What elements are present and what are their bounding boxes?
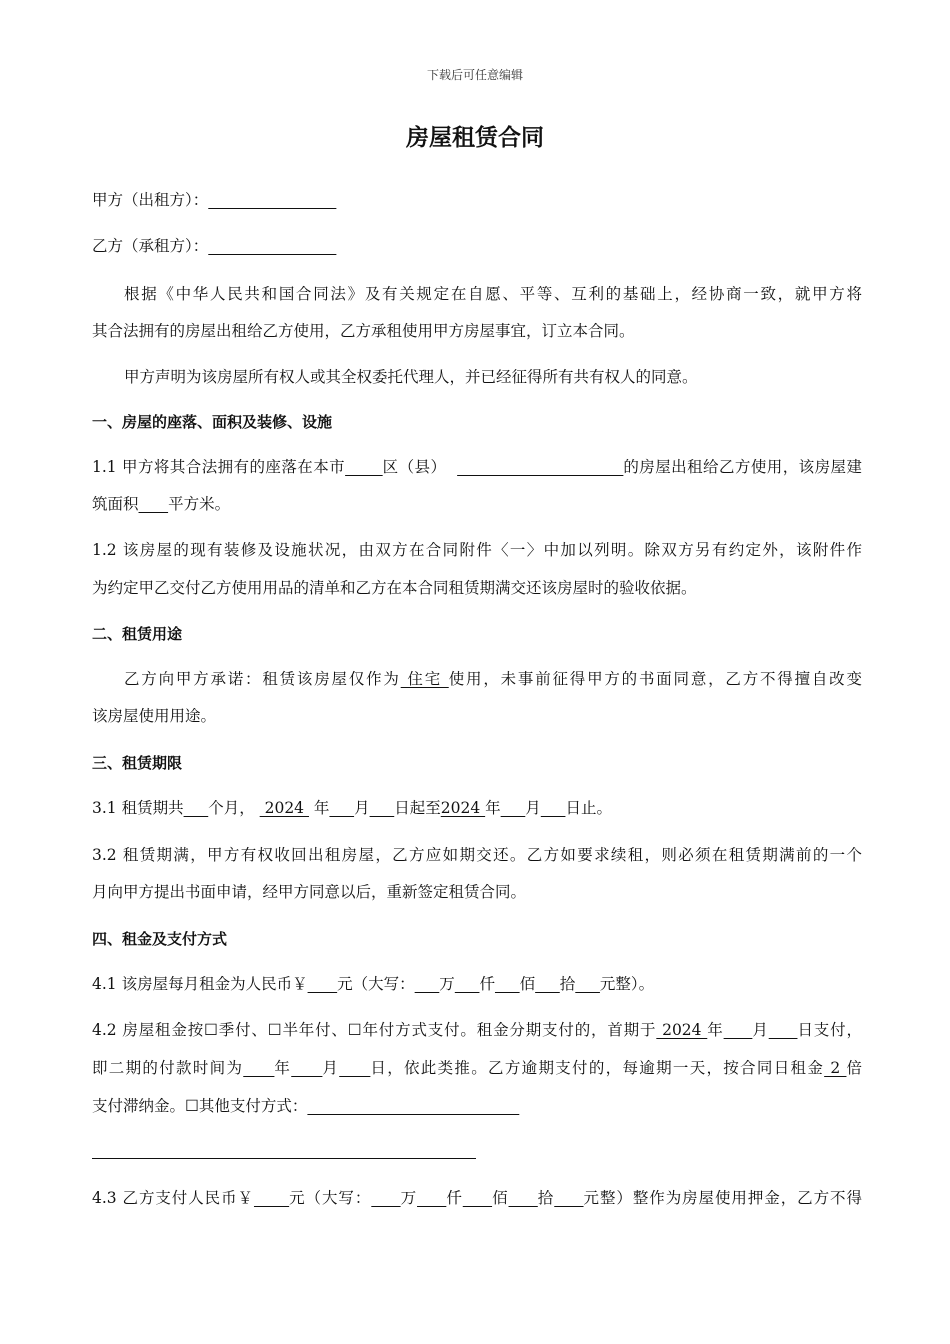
second-payment-month-blank [291, 1059, 322, 1077]
clause-4-1 [92, 974, 862, 994]
clause-4-1-text-b: 元（大写： [337, 975, 415, 993]
clause-4-1-text-a: 4.1 该房屋每月租金为人民币￥ [92, 975, 308, 993]
rent-qian-blank [455, 975, 480, 993]
clause-3-1-text-b: 个月， [208, 799, 255, 817]
party-b-blank [208, 237, 336, 255]
clause-3-1-text-g: 月 [525, 799, 541, 817]
start-month-blank [329, 799, 354, 817]
rent-amount-blank [308, 975, 338, 993]
clause-3-2-line-1: 3.2 租赁期满，甲方有权收回出租房屋，乙方应如期交还。乙方如要求续租，则必须在租赁期满前的一个 [92, 846, 862, 864]
clause-4-2-text-c: 月 [752, 1021, 769, 1039]
clause-3-1-text-h: 日止。 [565, 799, 612, 817]
first-payment-month-blank [724, 1021, 753, 1039]
owner-declaration: 甲方声明为该房屋所有权人或其全权委托代理人，并已经征得所有共有权人的同意。 [124, 368, 698, 386]
document-title: 房屋租赁合同 [406, 125, 544, 151]
use-clause-line-2: 该房屋使用用途。 [92, 707, 217, 725]
start-day-blank [370, 799, 395, 817]
clause-1-1-line-1 [92, 457, 862, 477]
clause-4-2-text-f: 年 [274, 1059, 292, 1077]
clause-4-2-line-1 [92, 1020, 862, 1040]
party-b-line [92, 236, 862, 256]
clause-4-2-text-a: 4.2 房屋租金按☐季付、☐半年付、☐年付方式支付。租金分期支付的，首期于 [92, 1021, 657, 1039]
start-year: 2024 [259, 799, 309, 817]
clause-1-1-text-c: 的房屋出租给乙方使用，该房屋建 [623, 458, 862, 476]
clause-4-3-text-c: 万 [400, 1189, 418, 1207]
clause-4-3-text-a: 4.3 乙方支付人民币￥ [92, 1189, 254, 1207]
deposit-shi-blank [509, 1189, 538, 1207]
use-clause-line-1 [92, 669, 862, 689]
preamble-line-2: 其合法拥有的房屋出租给乙方使用，乙方承租使用甲方房屋事宜，订立本合同。 [92, 322, 635, 340]
clause-4-3-text-d: 仟 [446, 1189, 463, 1207]
use-type-value: 住宅 [400, 670, 449, 688]
clause-4-3-text-f: 拾 [537, 1189, 555, 1207]
first-payment-day-blank [769, 1021, 798, 1039]
clause-1-2-line-2: 为约定甲乙交付乙方使用用品的清单和乙方在本合同租赁期满交还该房屋时的验收依据。 [92, 579, 697, 597]
use-clause-text-a: 乙方向甲方承诺：租赁该房屋仅作为 [124, 670, 401, 688]
other-payment-continuation-line [92, 1158, 476, 1159]
second-payment-year-blank [243, 1059, 274, 1077]
party-b-label: 乙方（承租方）： [92, 237, 209, 255]
deposit-wan-blank [371, 1189, 400, 1207]
clause-4-3-text-b: 元（大写： [289, 1189, 372, 1207]
second-payment-day-blank [339, 1059, 370, 1077]
end-year: 2024 [440, 799, 486, 817]
deposit-yuan-blank [554, 1189, 583, 1207]
section-1-heading: 一、房屋的座落、面积及装修、设施 [92, 413, 333, 431]
clause-4-2-text-b: 年 [707, 1021, 724, 1039]
section-3-heading: 三、租赁期限 [92, 754, 183, 772]
clause-1-1-text-d: 筑面积 [92, 495, 139, 513]
rent-bai-blank [495, 975, 520, 993]
clause-4-2-text-e: 即二期的付款时间为 [92, 1059, 244, 1077]
clause-4-2-text-h: 日，依此类推。乙方逾期支付的，每逾期一天，按合同日租金 [370, 1059, 825, 1077]
clause-4-2-line-3 [92, 1096, 862, 1116]
clause-4-2-text-i: 倍 [846, 1059, 862, 1077]
section-4-heading: 四、租金及支付方式 [92, 930, 228, 948]
use-clause-text-b: 使用，未事前征得甲方的书面同意，乙方不得擅自改变 [448, 670, 862, 688]
clause-1-1-text-a: 1.1 甲方将其合法拥有的座落在本市 [92, 458, 346, 476]
deposit-qian-blank [417, 1189, 446, 1207]
clause-1-1-text-b: 区（县） [382, 458, 447, 476]
clause-4-1-text-c: 万 [439, 975, 455, 993]
clause-3-1 [92, 798, 862, 818]
clause-4-1-text-d: 仟 [479, 975, 495, 993]
clause-3-1-text-e: 日起至 [394, 799, 441, 817]
clause-4-3-text-g: 元整）整作为房屋使用押金，乙方不得 [583, 1189, 862, 1207]
rent-yuan-blank [575, 975, 600, 993]
clause-4-3-line-1 [92, 1188, 862, 1208]
late-fee-multiplier: 2 [824, 1059, 847, 1077]
clause-4-2-line-2 [92, 1058, 862, 1078]
clause-4-2-text-d: 日支付， [797, 1021, 862, 1039]
party-a-blank [208, 191, 336, 209]
clause-4-1-text-g: 元整）。 [599, 975, 655, 993]
district-blank [345, 458, 383, 476]
clause-3-1-text-f: 年 [485, 799, 501, 817]
clause-3-1-text-a: 3.1 租赁期共 [92, 799, 184, 817]
header-note: 下载后可任意编辑 [426, 68, 523, 82]
clause-1-2-line-1: 1.2 该房屋的现有装修及设施状况，由双方在合同附件〈一〉中加以列明。除双方另有约定外，该附件作 [92, 541, 862, 559]
clause-3-1-text-d: 月 [354, 799, 370, 817]
end-day-blank [541, 799, 566, 817]
address-blank [457, 458, 623, 476]
preamble-line-1: 根据《中华人民共和国合同法》及有关规定在自愿、平等、互利的基础上，经协商一致，就甲方将 [124, 285, 862, 303]
first-payment-year: 2024 [656, 1021, 708, 1039]
area-blank [139, 495, 169, 513]
clause-3-2-line-2: 月向甲方提出书面申请，经甲方同意以后，重新签定租赁合同。 [92, 883, 527, 901]
clause-4-2-text-j: 支付滞纳金。☐其他支付方式： [92, 1097, 308, 1115]
end-month-blank [501, 799, 526, 817]
clause-4-1-text-e: 佰 [519, 975, 536, 993]
clause-4-2-text-g: 月 [322, 1059, 340, 1077]
other-payment-blank [307, 1097, 519, 1115]
rent-shi-blank [535, 975, 560, 993]
deposit-bai-blank [463, 1189, 492, 1207]
rent-wan-blank [415, 975, 440, 993]
clause-1-1-text-e: 平方米。 [168, 495, 231, 513]
clause-4-1-text-f: 拾 [559, 975, 576, 993]
months-blank [184, 799, 209, 817]
section-2-heading: 二、租赁用途 [92, 625, 183, 643]
clause-4-3-text-e: 佰 [492, 1189, 509, 1207]
clause-1-1-line-2 [92, 494, 862, 514]
party-a-label: 甲方（出租方）： [92, 191, 209, 209]
clause-3-1-text-c: 年 [313, 799, 330, 817]
deposit-amount-blank [254, 1189, 289, 1207]
party-a-line [92, 190, 862, 210]
